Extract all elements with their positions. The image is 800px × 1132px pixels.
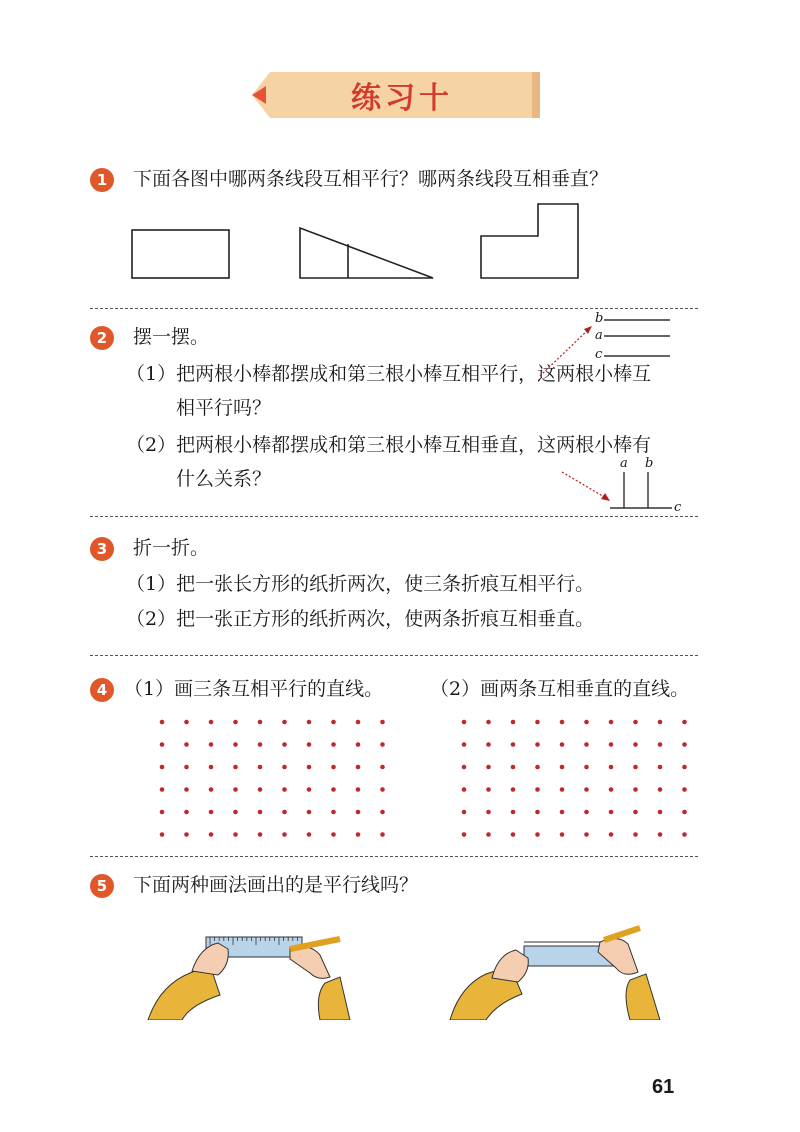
grid-dot	[184, 720, 189, 725]
grid-dot	[658, 832, 663, 837]
dot-grid-right[interactable]	[452, 710, 702, 845]
grid-dot	[356, 832, 361, 837]
grid-dot	[609, 720, 614, 725]
grid-dot	[682, 810, 687, 815]
title-banner	[252, 70, 540, 120]
figure-triangle	[300, 228, 433, 278]
grid-dot	[258, 832, 263, 837]
grid-dot	[609, 765, 614, 770]
q4-sub1: （1）画三条互相平行的直线。	[124, 678, 384, 700]
grid-dot	[233, 810, 238, 815]
grid-dot	[511, 787, 516, 792]
question-number-5: 5	[90, 874, 114, 898]
grid-dot	[633, 787, 638, 792]
grid-dot	[356, 787, 361, 792]
grid-dot	[584, 787, 589, 792]
grid-dot	[511, 720, 516, 725]
grid-dot	[331, 765, 336, 770]
q1-figures	[120, 200, 600, 290]
grid-dot	[184, 832, 189, 837]
grid-dot	[258, 810, 263, 815]
q2-sub1-line1: （1）把两根小棒都摆成和第三根小棒互相平行，这两根小棒互	[126, 363, 652, 385]
page-title: 练习十	[351, 81, 453, 116]
grid-dot	[160, 765, 165, 770]
grid-dot	[560, 810, 565, 815]
question-number-1: 1	[90, 168, 114, 192]
grid-dot	[511, 742, 516, 747]
grid-dot	[160, 742, 165, 747]
grid-dot	[184, 765, 189, 770]
grid-dot	[462, 720, 467, 725]
grid-dot	[209, 742, 214, 747]
grid-dot	[258, 787, 263, 792]
grid-dot	[535, 787, 540, 792]
figure-l-shape	[481, 204, 578, 278]
grid-dot	[486, 832, 491, 837]
q2-sub2-line1: （2）把两根小棒都摆成和第三根小棒互相垂直，这两根小棒有	[126, 434, 652, 456]
grid-dot	[682, 787, 687, 792]
grid-dot	[584, 742, 589, 747]
grid-dot	[233, 832, 238, 837]
grid-dot	[282, 810, 287, 815]
hand-left	[492, 950, 528, 982]
question-2-text: 摆一摆。	[133, 326, 210, 348]
label-b-parallel: b	[595, 311, 604, 326]
question-3-text: 折一折。	[133, 537, 210, 559]
grid-dot	[486, 720, 491, 725]
grid-dot	[609, 742, 614, 747]
grid-dot	[307, 765, 312, 770]
grid-dot	[633, 832, 638, 837]
q2-sub2-line2: 什么关系？	[176, 468, 272, 490]
grid-dot	[511, 810, 516, 815]
grid-dot	[486, 765, 491, 770]
grid-dot	[307, 810, 312, 815]
grid-dot	[609, 810, 614, 815]
grid-dot	[535, 832, 540, 837]
grid-dot	[209, 720, 214, 725]
grid-dot	[160, 810, 165, 815]
grid-dot	[233, 787, 238, 792]
grid-dot	[682, 742, 687, 747]
grid-dot	[380, 720, 385, 725]
grid-dot	[282, 720, 287, 725]
grid-dot	[331, 832, 336, 837]
grid-dot	[380, 832, 385, 837]
grid-dot	[633, 720, 638, 725]
grid-dot	[258, 720, 263, 725]
grid-dot	[486, 742, 491, 747]
grid-dot	[584, 810, 589, 815]
figure-rectangle	[132, 230, 229, 278]
grid-dot	[282, 832, 287, 837]
grid-dot	[511, 832, 516, 837]
grid-dot	[307, 787, 312, 792]
label-a-parallel: a	[595, 328, 603, 343]
grid-dot	[331, 742, 336, 747]
grid-dot	[462, 832, 467, 837]
grid-dot	[609, 787, 614, 792]
page-number: 61	[652, 1076, 675, 1098]
grid-dot	[633, 742, 638, 747]
q3-sub2: （2）把一张正方形的纸折两次，使两条折痕互相垂直。	[126, 608, 595, 630]
grid-dot	[584, 832, 589, 837]
grid-dot	[356, 765, 361, 770]
grid-dot	[486, 787, 491, 792]
grid-dot	[658, 787, 663, 792]
grid-dot	[356, 810, 361, 815]
question-1-text: 下面各图中哪两条线段互相平行？哪两条线段互相垂直？	[133, 168, 609, 190]
grid-dot	[535, 765, 540, 770]
grid-dot	[331, 810, 336, 815]
ruler-drawing-right	[440, 920, 680, 1020]
grid-dot	[560, 720, 565, 725]
grid-dot	[184, 787, 189, 792]
divider	[90, 856, 698, 857]
q3-sub1: （1）把一张长方形的纸折两次，使三条折痕互相平行。	[126, 573, 595, 595]
perpendicular-sticks-diagram	[540, 448, 690, 518]
grid-dot	[380, 765, 385, 770]
grid-dot	[658, 765, 663, 770]
grid-dot	[658, 810, 663, 815]
grid-dot	[633, 765, 638, 770]
pencil-icon	[604, 928, 640, 940]
grid-dot	[560, 765, 565, 770]
grid-dot	[233, 720, 238, 725]
dot-grid-left[interactable]	[150, 710, 400, 845]
grid-dot	[282, 787, 287, 792]
grid-dot	[560, 742, 565, 747]
grid-dot	[560, 832, 565, 837]
grid-dot	[331, 787, 336, 792]
grid-dot	[535, 720, 540, 725]
grid-dot	[233, 742, 238, 747]
grid-dot	[584, 765, 589, 770]
grid-dot	[535, 742, 540, 747]
label-a-perp: a	[620, 456, 628, 471]
grid-dot	[307, 742, 312, 747]
grid-dot	[682, 832, 687, 837]
grid-dot	[209, 765, 214, 770]
grid-dot	[462, 742, 467, 747]
ruler-drawing-left	[140, 925, 360, 1020]
grid-dot	[307, 832, 312, 837]
question-number-4: 4	[90, 678, 114, 702]
grid-dot	[682, 720, 687, 725]
grid-dot	[160, 787, 165, 792]
grid-dot	[282, 765, 287, 770]
grid-dot	[356, 720, 361, 725]
grid-dot	[160, 832, 165, 837]
label-c-parallel: c	[595, 347, 603, 362]
grid-dot	[682, 765, 687, 770]
grid-dot	[462, 765, 467, 770]
divider	[90, 655, 698, 656]
question-number-2: 2	[90, 326, 114, 350]
grid-dot	[160, 720, 165, 725]
grid-dot	[609, 832, 614, 837]
grid-dot	[462, 787, 467, 792]
grid-dot	[380, 742, 385, 747]
grid-dot	[560, 787, 565, 792]
grid-dot	[209, 832, 214, 837]
grid-dot	[633, 810, 638, 815]
grid-dot	[331, 720, 336, 725]
grid-dot	[511, 765, 516, 770]
question-5-text: 下面两种画法画出的是平行线吗？	[133, 874, 419, 896]
grid-dot	[486, 810, 491, 815]
divider	[90, 516, 698, 517]
grid-dot	[258, 742, 263, 747]
grid-dot	[380, 810, 385, 815]
label-c-perp: c	[674, 500, 682, 515]
hand-right	[598, 938, 638, 974]
hand-left	[192, 943, 228, 975]
grid-dot	[584, 720, 589, 725]
grid-dot	[356, 742, 361, 747]
label-b-perp: b	[645, 456, 654, 471]
grid-dot	[184, 810, 189, 815]
grid-dot	[658, 720, 663, 725]
grid-dot	[380, 787, 385, 792]
grid-dot	[209, 787, 214, 792]
grid-dot	[462, 810, 467, 815]
q4-sub2: （2）画两条互相垂直的直线。	[430, 678, 690, 700]
grid-dot	[258, 765, 263, 770]
question-number-3: 3	[90, 537, 114, 561]
q2-sub1-line2: 相平行吗？	[176, 397, 272, 419]
grid-dot	[535, 810, 540, 815]
grid-dot	[209, 810, 214, 815]
grid-dot	[184, 742, 189, 747]
grid-dot	[307, 720, 312, 725]
grid-dot	[658, 742, 663, 747]
grid-dot	[233, 765, 238, 770]
grid-dot	[282, 742, 287, 747]
